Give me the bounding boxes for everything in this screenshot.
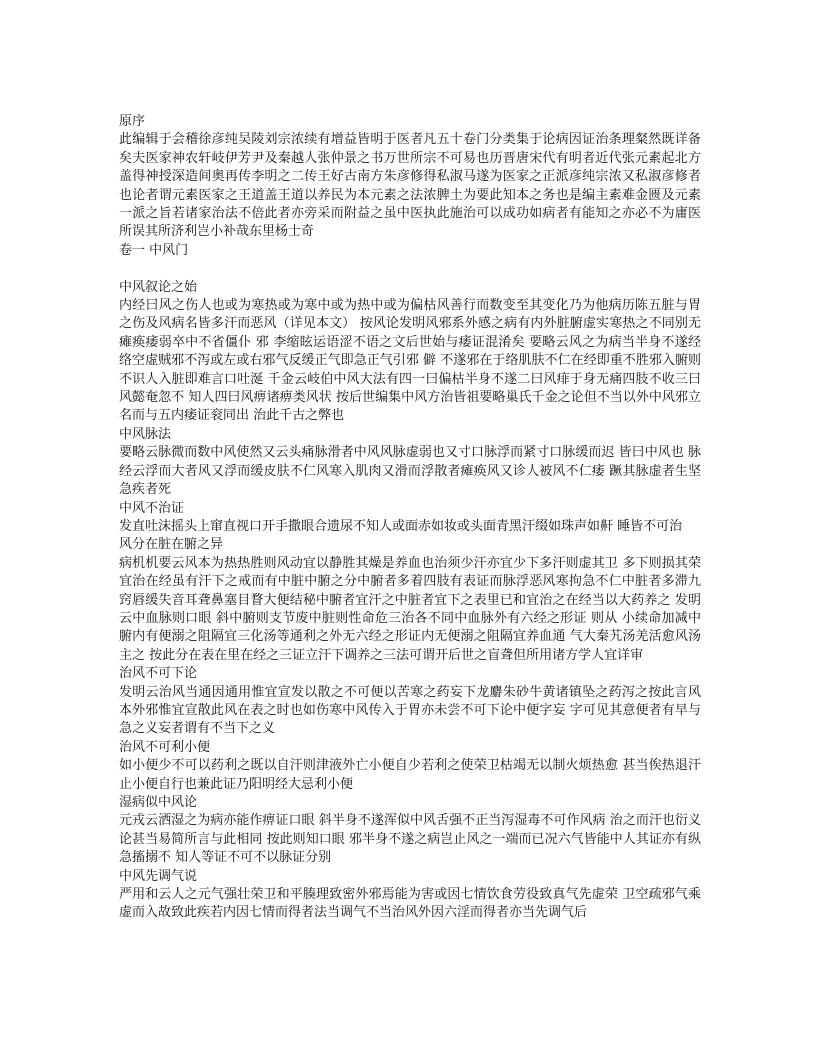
preface-title: 原序 xyxy=(119,114,146,129)
blank-line xyxy=(119,260,701,278)
section-heading: 治风不可利小便 xyxy=(119,739,211,755)
section-heading: 中风脉法 xyxy=(119,426,172,442)
section-heading: 治风不可下论 xyxy=(119,666,198,682)
section-body: 发明云治风当通因通用惟宜宣发以散之不可便以苦寒之药妄下龙麝朱砂牛黄诸镇坠之药泻之按此言风本外邪惟宜宣散此风在表之时也如伤寒中风传入于胃亦未尝不可下论中便字妄 字可见其意便者有早与急之义妄者谓有不当下之义 xyxy=(119,684,701,737)
section-heading: 中风先调气说 xyxy=(119,868,198,884)
section-body: 病机机要云风本为热热胜则风动宜以静胜其燥是养血也治须少汗亦宜少下多汗则虚其卫 多下则损其荣宜治在经虽有汗下之戒而有中脏中腑之分中腑者多着四肢有表证而脉浮恶风寒拘急不仁中脏者多滞九窍唇缓失音耳聋鼻塞目瞀大便结秘中腑者宜汗之中脏者宜下之表里已和宜治之在经当以大药养之 发明云中血脉则口眼 斜中腑则支节废中脏则性命危三治各不同中血脉外有六经之形证 则从 小续命加减中腑内有便溺之阻隔宜三化汤等通利之外无六经之形证内无便溺之阻隔宜养血通 气大秦艽汤羌活愈风汤主之 按此分在表在里在经之三证立汗下调养之三法可谓开后世之盲聋但所用诸方学人宜详审 xyxy=(119,555,701,663)
section-heading: 湿病似中风论 xyxy=(119,795,198,811)
volume-heading: 卷一 中风门 xyxy=(119,242,189,258)
section-body: 如小便少不可以药利之既以自汗则津液外亡小便自少若利之使荣卫枯竭无以制火烦热愈 甚当俟热退汗止小便自行也兼此证乃阳明经大忌利小便 xyxy=(119,758,701,792)
section-heading: 中风不治证 xyxy=(119,500,185,516)
section-body: 元戎云洒湿之为病亦能作痹证口眼 斜半身不遂浑似中风舌强不正当泻湿毒不可作风病 治之而汗也衍义论甚当易简所言与此相同 按此则知口眼 邪半身不遂之病岂止风之一端而已况六气皆能中人其证亦有纵急搐搦不 知人等证不可不以脉证分别 xyxy=(119,813,701,866)
section-heading: 中风叙论之始 xyxy=(119,279,198,295)
section-body: 要略云脉微而数中风使然又云头痛脉滑者中风风脉虚弱也又寸口脉浮而紧寸口脉缓而迟 皆曰中风也 脉经云浮而大者风又浮而缓皮肤不仁风寒入肌肉又滑而浮散者瘫痪风又诊人被风不仁痿 蹶其脉虚者生坚急疾者死 xyxy=(119,445,701,498)
section-body: 发直吐沫摇头上窜直视口开手撒眼合遗尿不知人或面赤如妆或头面青黑汗缀如珠声如鼾 睡皆不可治 xyxy=(119,518,683,534)
preface-body: 此编辑于会稽徐彦纯吴陵刘宗浓续有增益皆明于医者凡五十卷门分类集于论病因证治条理粲然既详备矣夫医家神农轩岐伊芳尹及秦越人张仲景之书万世所宗不可易也历晋唐宋代有明者近代张元素起北方盖得神授深造间奥再传李明之二传王好古南方朱彦修得私淑马遂为医家之正派彦纯宗浓又私淑彦修者也论者谓元素医家之王道盖王道以养民为本元素之法浓脾土为要此知本之务也是编主素难金匮及元素一派之旨若诸家治法不倍此者亦旁采而附益之虽中医执此施治可以成功如病者有能知之亦必不为庸医所误其所济利岂小补哉东里杨士奇 xyxy=(119,132,701,240)
document-page xyxy=(119,113,701,923)
section-body: 内经曰风之伤人也或为寒热或为寒中或为热中或为偏枯风善行而数变至其变化乃为他病历陈五脏与胃之伤及风病名皆多汗而恶风（详见本文） 按风论发明风邪系外感之病有内外脏腑虚实寒热之不同别无瘫痪痿弱卒中不省僵仆 邪 李缩眩运语涩不语之文后世始与痿证混淆矣 要略云风之为病当半身不遂经络空虚贼邪不泻或左或右邪气反缓正气即急正气引邪 僻 不遂邪在于络肌肤不仁在经即重不胜邪入腑则不识人入脏即难言口吐涎 千金云岐伯中风大法有四一曰偏枯半身不遂二曰风痱于身无痛四肢不收三曰风懿奄忽不 知人四曰风痹诸痹类风状 按后世编集中风方治皆祖要略巢氏千金之论但不当以外中风邪立名而与五内痿证衮同出 治此千古之弊也 xyxy=(119,298,701,424)
section-heading: 风分在脏在腑之异 xyxy=(119,537,224,553)
section-body: 严用和云人之元气强壮荣卫和平腠理致密外邪焉能为害或因七情饮食劳役致真气先虚荣 卫空疏邪气乘虚而入故致此疾若内因七情而得者法当调气不当治风外因六淫而得者亦当先调气后 xyxy=(119,887,701,921)
